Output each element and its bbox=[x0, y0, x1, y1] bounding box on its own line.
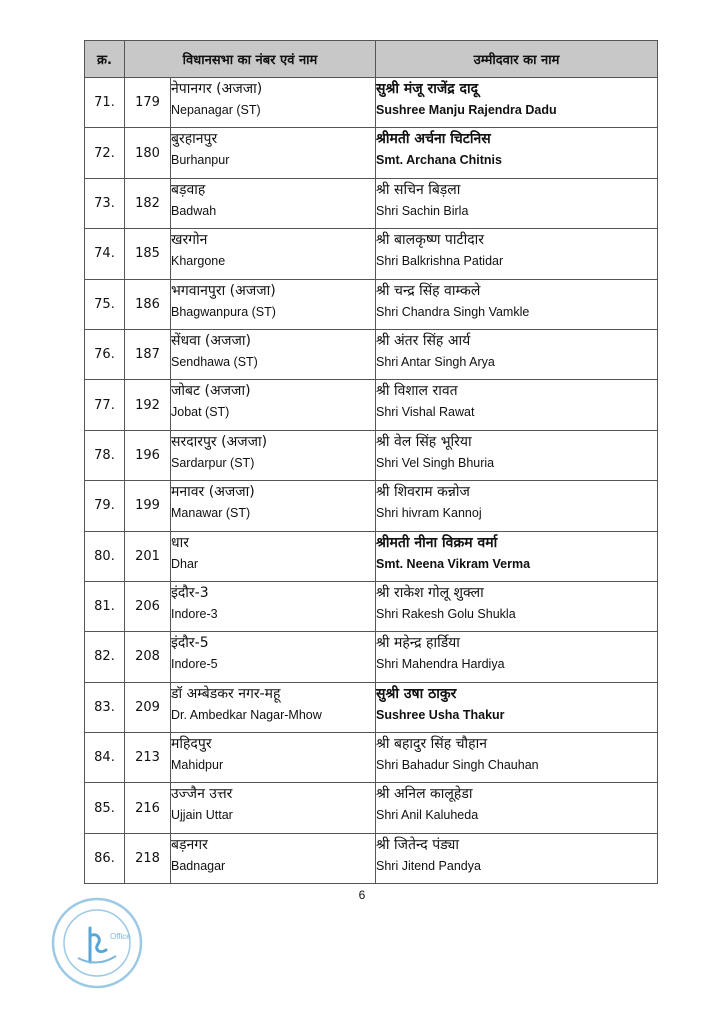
candidate-name-hindi: श्री महेन्द्र हार्डिया bbox=[376, 635, 460, 652]
candidate-name-english: Shri Anil Kaluheda bbox=[376, 808, 479, 823]
serial-cell: 71. bbox=[85, 78, 125, 128]
candidate-name-english: Shri Bahadur Singh Chauhan bbox=[376, 758, 539, 773]
candidate-name-english: Sushree Manju Rajendra Dadu bbox=[376, 103, 557, 117]
serial-cell: 78. bbox=[85, 430, 125, 480]
table-row bbox=[85, 531, 658, 581]
constituency-name-english: Dr. Ambedkar Nagar-Mhow bbox=[171, 707, 322, 722]
serial-cell: 77. bbox=[85, 380, 125, 430]
constituency-number-cell: 206 bbox=[125, 581, 171, 631]
candidate-name-english: Shri hivram Kannoj bbox=[376, 506, 482, 521]
candidate-name-cell bbox=[376, 380, 658, 430]
candidate-name-cell bbox=[376, 481, 658, 531]
candidate-name-cell bbox=[376, 430, 658, 480]
constituency-name-hindi: खरगोन bbox=[171, 232, 208, 249]
candidate-name-cell bbox=[376, 682, 658, 732]
candidate-name-english: Shri Mahendra Hardiya bbox=[376, 657, 505, 672]
candidate-name-cell bbox=[376, 229, 658, 279]
serial-cell: 76. bbox=[85, 329, 125, 379]
candidate-name-cell bbox=[376, 581, 658, 631]
header-candidate: उम्मीदवार का नाम bbox=[376, 41, 658, 78]
candidate-name-hindi: श्रीमती अर्चना चिटनिस bbox=[376, 131, 491, 148]
table-body bbox=[85, 78, 658, 884]
constituency-number-cell: 218 bbox=[125, 833, 171, 883]
constituency-number-cell: 180 bbox=[125, 128, 171, 178]
constituency-number-cell: 216 bbox=[125, 783, 171, 833]
candidate-name-hindi: सुश्री उषा ठाकुर bbox=[376, 685, 457, 702]
constituency-number-cell: 179 bbox=[125, 78, 171, 128]
constituency-name-hindi: डॉ अम्बेडकर नगर-महू bbox=[171, 685, 281, 702]
serial-cell: 81. bbox=[85, 581, 125, 631]
constituency-number-cell: 199 bbox=[125, 481, 171, 531]
candidate-name-english: Smt. Archana Chitnis bbox=[376, 153, 502, 168]
constituency-number-cell: 185 bbox=[125, 229, 171, 279]
serial-cell: 72. bbox=[85, 128, 125, 178]
header-serial: क्र. bbox=[85, 41, 125, 78]
candidate-name-hindi: श्री चन्द्र सिंह वाम्कले bbox=[376, 282, 481, 299]
candidate-name-hindi: श्री राकेश गोलू शुक्ला bbox=[376, 584, 484, 601]
candidate-name-cell bbox=[376, 178, 658, 228]
constituency-name-cell bbox=[171, 632, 376, 682]
serial-cell: 86. bbox=[85, 833, 125, 883]
candidate-name-cell bbox=[376, 279, 658, 329]
constituency-name-english: Indore-5 bbox=[171, 657, 218, 672]
table-row bbox=[85, 128, 658, 178]
constituency-name-cell bbox=[171, 78, 376, 128]
serial-cell: 85. bbox=[85, 783, 125, 833]
constituency-name-english: Bhagwanpura (ST) bbox=[171, 304, 276, 319]
candidate-name-hindi: श्रीमती नीना विक्रम वर्मा bbox=[376, 534, 498, 551]
candidate-name-cell bbox=[376, 833, 658, 883]
constituency-name-cell bbox=[171, 380, 376, 430]
candidate-name-cell bbox=[376, 783, 658, 833]
constituency-name-hindi: भगवानपुरा (अजजा) bbox=[171, 282, 276, 299]
candidate-name-hindi: श्री शिवराम कन्नोज bbox=[376, 484, 470, 501]
table-header-row bbox=[85, 41, 658, 78]
constituency-name-english: Dhar bbox=[171, 556, 199, 571]
constituency-number-cell: 209 bbox=[125, 682, 171, 732]
constituency-name-hindi: धार bbox=[171, 534, 189, 551]
constituency-name-cell bbox=[171, 430, 376, 480]
constituency-name-hindi: महिदपुर bbox=[171, 736, 212, 753]
candidate-name-hindi: श्री अंतर सिंह आर्य bbox=[376, 332, 471, 349]
constituency-name-cell bbox=[171, 329, 376, 379]
constituency-number-cell: 187 bbox=[125, 329, 171, 379]
constituency-number-cell: 182 bbox=[125, 178, 171, 228]
constituency-name-cell bbox=[171, 733, 376, 783]
constituency-name-english: Badwah bbox=[171, 203, 217, 218]
candidate-name-english: Smt. Neena Vikram Verma bbox=[376, 556, 531, 571]
constituency-name-hindi: बड़वाह bbox=[171, 181, 206, 198]
candidate-name-english: Shri Sachin Birla bbox=[376, 203, 469, 218]
constituency-name-english: Mahidpur bbox=[171, 758, 224, 773]
constituency-name-cell bbox=[171, 833, 376, 883]
table-row bbox=[85, 581, 658, 631]
candidate-name-hindi: श्री जितेन्द पंड्या bbox=[376, 836, 459, 853]
page-number: 6 bbox=[358, 888, 366, 902]
candidate-name-cell bbox=[376, 78, 658, 128]
constituency-name-english: Sardarpur (ST) bbox=[171, 455, 255, 470]
table-row bbox=[85, 632, 658, 682]
candidate-name-cell bbox=[376, 531, 658, 581]
constituency-name-hindi: बड़नगर bbox=[171, 836, 208, 853]
serial-cell: 73. bbox=[85, 178, 125, 228]
candidate-name-cell bbox=[376, 733, 658, 783]
constituency-name-hindi: मनावर (अजजा) bbox=[171, 484, 255, 501]
header-constituency: विधानसभा का नंबर एवं नाम bbox=[125, 41, 376, 78]
table-row bbox=[85, 783, 658, 833]
constituency-name-hindi: सेंधवा (अजजा) bbox=[171, 332, 251, 349]
constituency-number-cell: 201 bbox=[125, 531, 171, 581]
candidate-table bbox=[84, 40, 658, 884]
serial-cell: 74. bbox=[85, 229, 125, 279]
candidate-name-english: Shri Rakesh Golu Shukla bbox=[376, 606, 516, 621]
serial-cell: 82. bbox=[85, 632, 125, 682]
constituency-name-english: Badnagar bbox=[171, 858, 226, 873]
constituency-name-cell bbox=[171, 481, 376, 531]
constituency-name-english: Khargone bbox=[171, 254, 226, 269]
constituency-number-cell: 192 bbox=[125, 380, 171, 430]
constituency-name-hindi: सरदारपुर (अजजा) bbox=[171, 433, 268, 450]
constituency-name-hindi: उज्जैन उत्तर bbox=[171, 786, 233, 803]
office-seal-icon bbox=[50, 896, 144, 990]
serial-cell: 75. bbox=[85, 279, 125, 329]
constituency-name-english: Jobat (ST) bbox=[171, 405, 230, 420]
constituency-number-cell: 213 bbox=[125, 733, 171, 783]
constituency-name-cell bbox=[171, 581, 376, 631]
serial-cell: 84. bbox=[85, 733, 125, 783]
candidate-name-english: Sushree Usha Thakur bbox=[376, 707, 505, 722]
candidate-name-hindi: श्री अनिल कालूहेडा bbox=[376, 786, 473, 803]
table-row bbox=[85, 481, 658, 531]
table-row bbox=[85, 329, 658, 379]
table-row bbox=[85, 178, 658, 228]
candidate-name-english: Shri Jitend Pandya bbox=[376, 858, 481, 873]
constituency-name-cell bbox=[171, 178, 376, 228]
table-row bbox=[85, 279, 658, 329]
candidate-name-hindi: सुश्री मंजू राजेंद्र दादू bbox=[376, 81, 479, 97]
stamp-text: Office bbox=[110, 932, 131, 941]
constituency-name-hindi: बुरहानपुर bbox=[171, 131, 218, 148]
constituency-name-english: Indore-3 bbox=[171, 606, 218, 621]
table-row bbox=[85, 380, 658, 430]
constituency-name-hindi: इंदौर-5 bbox=[171, 635, 209, 652]
constituency-name-cell bbox=[171, 531, 376, 581]
candidate-name-english: Shri Vishal Rawat bbox=[376, 405, 475, 420]
constituency-name-hindi: इंदौर-3 bbox=[171, 584, 209, 601]
constituency-name-cell bbox=[171, 279, 376, 329]
table-row bbox=[85, 229, 658, 279]
constituency-name-cell bbox=[171, 682, 376, 732]
constituency-name-english: Burhanpur bbox=[171, 153, 230, 168]
candidate-name-hindi: श्री सचिन बिड़ला bbox=[376, 181, 461, 198]
constituency-name-english: Ujjain Uttar bbox=[171, 808, 233, 823]
candidate-name-english: Shri Vel Singh Bhuria bbox=[376, 455, 495, 470]
candidate-name-hindi: श्री बालकृष्ण पाटीदार bbox=[376, 232, 484, 249]
constituency-name-english: Sendhawa (ST) bbox=[171, 354, 258, 369]
table-row bbox=[85, 833, 658, 883]
candidate-name-english: Shri Antar Singh Arya bbox=[376, 354, 495, 369]
constituency-number-cell: 196 bbox=[125, 430, 171, 480]
candidate-name-cell bbox=[376, 632, 658, 682]
candidate-name-cell bbox=[376, 128, 658, 178]
constituency-name-cell bbox=[171, 229, 376, 279]
table-row bbox=[85, 430, 658, 480]
constituency-name-hindi: नेपानगर (अजजा) bbox=[171, 81, 263, 97]
table-row bbox=[85, 78, 658, 128]
table-row bbox=[85, 733, 658, 783]
candidate-name-cell bbox=[376, 329, 658, 379]
candidate-name-hindi: श्री बहादुर सिंह चौहान bbox=[376, 736, 487, 753]
constituency-name-english: Manawar (ST) bbox=[171, 506, 251, 521]
serial-cell: 83. bbox=[85, 682, 125, 732]
candidate-name-hindi: श्री वेल सिंह भूरिया bbox=[376, 433, 472, 450]
constituency-name-hindi: जोबट (अजजा) bbox=[171, 383, 251, 400]
serial-cell: 80. bbox=[85, 531, 125, 581]
candidate-name-hindi: श्री विशाल रावत bbox=[376, 383, 458, 400]
table-row bbox=[85, 682, 658, 732]
constituency-name-english: Nepanagar (ST) bbox=[171, 103, 261, 117]
constituency-name-cell bbox=[171, 783, 376, 833]
constituency-number-cell: 208 bbox=[125, 632, 171, 682]
constituency-number-cell: 186 bbox=[125, 279, 171, 329]
candidate-name-english: Shri Chandra Singh Vamkle bbox=[376, 304, 530, 319]
serial-cell: 79. bbox=[85, 481, 125, 531]
constituency-name-cell bbox=[171, 128, 376, 178]
candidate-name-english: Shri Balkrishna Patidar bbox=[376, 254, 504, 269]
